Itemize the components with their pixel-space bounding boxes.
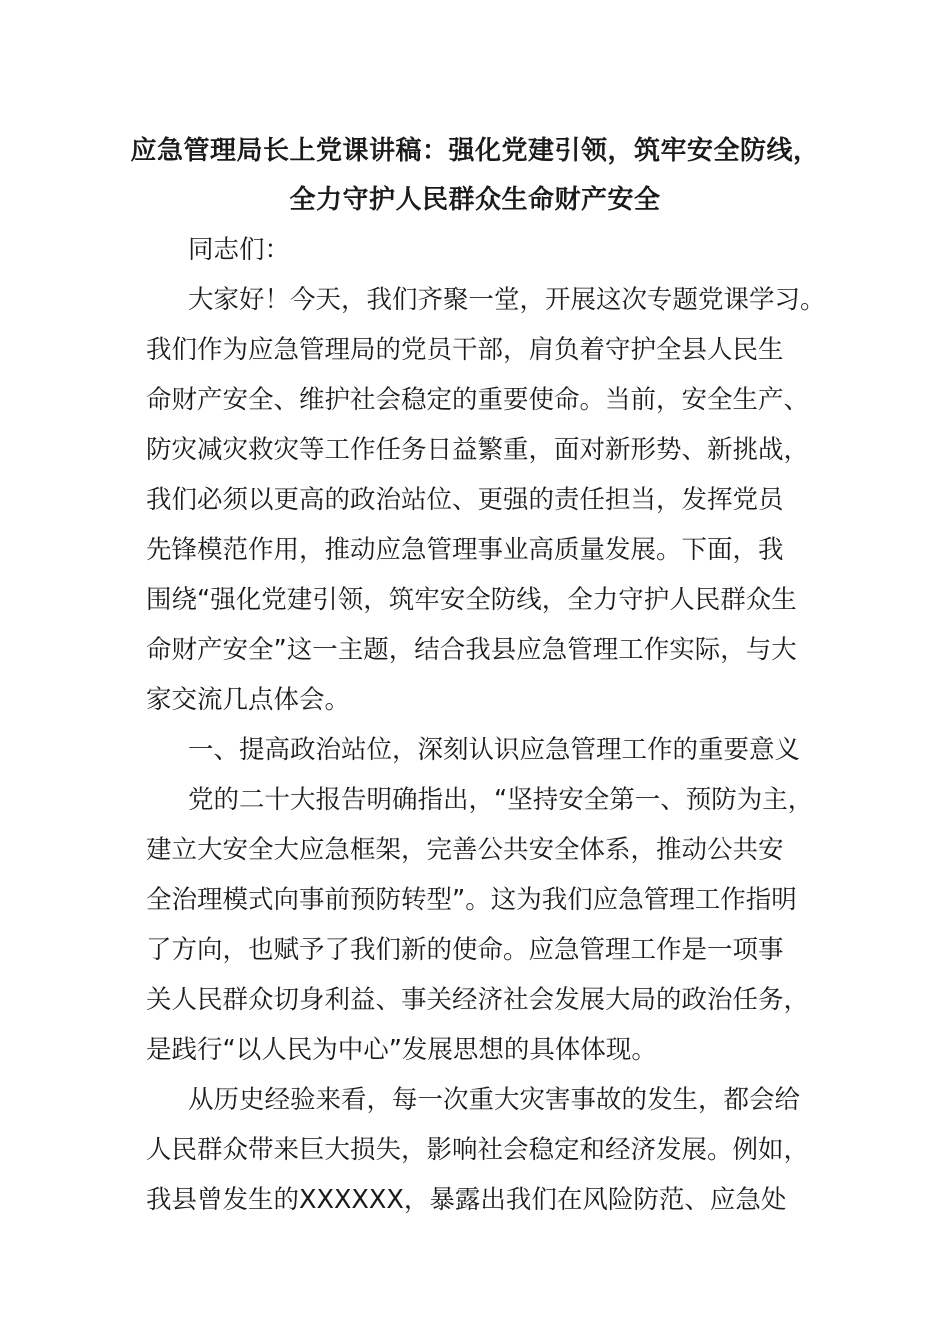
paragraph-line: 党的二十大报告明确指出，“坚持安全第一、预防为主， bbox=[188, 785, 814, 815]
paragraph-line: 关人民群众切身利益、事关经济社会发展大局的政治任务， bbox=[146, 985, 810, 1015]
paragraph-line: 从历史经验来看，每一次重大灾害事故的发生，都会给 bbox=[188, 1085, 801, 1115]
section-heading: 一、提高政治站位，深刻认识应急管理工作的重要意义 bbox=[188, 735, 801, 765]
paragraph-line: 我县曾发生的XXXXXX，暴露出我们在风险防范、应急处 bbox=[146, 1185, 787, 1215]
paragraph-line: 我们必须以更高的政治站位、更强的责任担当，发挥党员 bbox=[146, 485, 784, 515]
document-title-line-1: 应急管理局长上党课讲稿：强化党建引领，筑牢安全防线， bbox=[130, 136, 820, 166]
paragraph-line: 人民群众带来巨大损失，影响社会稳定和经济发展。例如， bbox=[146, 1135, 810, 1165]
paragraph-line: 防灾减灾救灾等工作任务日益繁重，面对新形势、新挑战， bbox=[146, 435, 810, 465]
paragraph-line: 围绕“强化党建引领，筑牢安全防线，全力守护人民群众生 bbox=[146, 585, 797, 615]
paragraph-line: 我们作为应急管理局的党员干部，肩负着守护全县人民生 bbox=[146, 335, 784, 365]
paragraph-line: 建立大安全大应急框架，完善公共安全体系，推动公共安 bbox=[146, 835, 784, 865]
paragraph-line: 家交流几点体会。 bbox=[146, 685, 351, 715]
paragraph-line: 全治理模式向事前预防转型”。这为我们应急管理工作指明 bbox=[146, 885, 797, 915]
paragraph-line: 命财产安全”这一主题，结合我县应急管理工作实际，与大 bbox=[146, 635, 797, 665]
paragraph-line: 命财产安全、维护社会稳定的重要使命。当前，安全生产、 bbox=[146, 385, 810, 415]
paragraph-line: 大家好！今天，我们齐聚一堂，开展这次专题党课学习。 bbox=[188, 285, 826, 315]
paragraph-line: 是践行“以人民为中心”发展思想的具体体现。 bbox=[146, 1035, 657, 1065]
paragraph-line: 了方向，也赋予了我们新的使命。应急管理工作是一项事 bbox=[146, 935, 784, 965]
document-title-line-2: 全力守护人民群众生命财产安全 bbox=[289, 185, 661, 215]
paragraph-line: 先锋模范作用，推动应急管理事业高质量发展。下面，我 bbox=[146, 535, 784, 565]
salutation: 同志们： bbox=[188, 235, 291, 265]
